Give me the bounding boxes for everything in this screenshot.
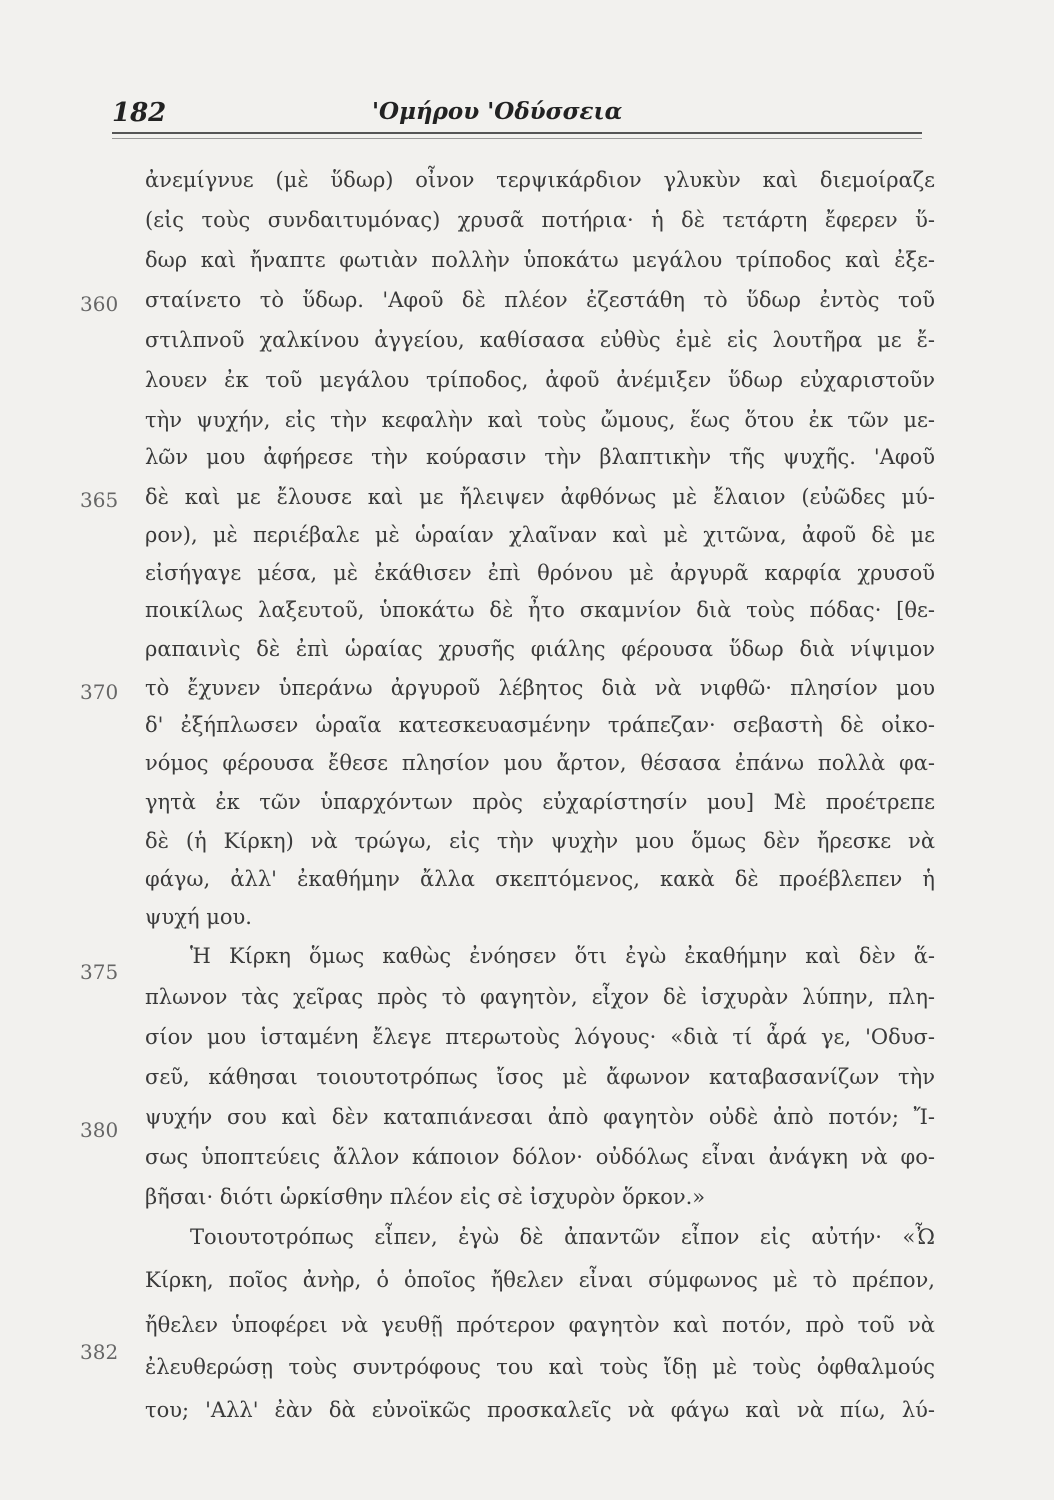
text-line: ἀνεμίγνυε (μὲ ὕδωρ) οἶνον τερψικάρδιον γλυκὺν καὶ διεμοίραζε (145, 168, 935, 192)
text-line: δωρ καὶ ἤναπτε φωτιὰν πολλὴν ὑποκάτω μεγάλου τρίποδος καὶ ἐξε- (145, 248, 935, 272)
verse-number: 370 (80, 680, 119, 704)
verse-number: 365 (80, 488, 119, 512)
header-rule-thin (112, 138, 922, 139)
text-line: λουεν ἐκ τοῦ μεγάλου τρίποδος, ἀφοῦ ἀνέμιξεν ὕδωρ εὐχαριστοῦν (145, 368, 935, 392)
text-line: δὲ καὶ με ἔλουσε καὶ με ἤλειψεν ἀφθόνως μὲ ἔλαιον (εὐῶδες μύ- (145, 485, 935, 509)
verse-number: 375 (80, 960, 119, 984)
text-line: σεῦ, κάθησαι τοιουτοτρόπως ἴσος μὲ ἄφωνον καταβασανίζων τὴν (145, 1065, 935, 1089)
text-line: τὴν ψυχήν, εἰς τὴν κεφαλὴν καὶ τοὺς ὤμους, ἕως ὅτου ἐκ τῶν με- (145, 408, 935, 432)
text-line: ψυχή μου. (145, 905, 252, 929)
text-line: ἤθελεν ὑποφέρει νὰ γευθῇ πρότερον φαγητὸν καὶ ποτόν, πρὸ τοῦ νὰ (145, 1313, 935, 1337)
text-line: δ' ἐξήπλωσεν ὡραῖα κατεσκευασμένην τράπεζαν· σεβαστὴ δὲ οἰκο- (145, 713, 935, 737)
page-number: 182 (112, 98, 167, 128)
verse-number: 360 (80, 292, 119, 316)
text-line: εἰσήγαγε μέσα, μὲ ἐκάθισεν ἐπὶ θρόνου μὲ ἀργυρᾶ καρφία χρυσοῦ (145, 561, 935, 585)
text-line: (εἰς τοὺς συνδαιτυμόνας) χρυσᾶ ποτήρια· ἡ δὲ τετάρτη ἔφερεν ὕ- (145, 208, 935, 232)
text-line: λῶν μου ἀφήρεσε τὴν κούρασιν τὴν βλαπτικὴν τῆς ψυχῆς. 'Αφοῦ (145, 445, 935, 469)
text-line: σταίνετο τὸ ὕδωρ. 'Αφοῦ δὲ πλέον ἐζεστάθη τὸ ὕδωρ ἐντὸς τοῦ (145, 288, 935, 312)
text-line: ραπαινὶς δὲ ἐπὶ ὡραίας χρυσῆς φιάλης φέρουσα ὕδωρ διὰ νίψιμον (145, 637, 935, 661)
text-line: ρον), μὲ περιέβαλε μὲ ὡραίαν χλαῖναν καὶ μὲ χιτῶνα, ἀφοῦ δὲ με (145, 523, 935, 547)
text-line: σίον μου ἱσταμένη ἔλεγε πτερωτοὺς λόγους· «διὰ τί ἆρά γε, 'Οδυσ- (145, 1025, 935, 1049)
text-line: βῆσαι· διότι ὡρκίσθην πλέον εἰς σὲ ἰσχυρὸν ὅρκον.» (145, 1185, 706, 1209)
text-line: γητὰ ἐκ τῶν ὑπαρχόντων πρὸς εὐχαρίστησίν μου] Μὲ προέτρεπε (145, 790, 935, 814)
text-line: ποικίλως λαξευτοῦ, ὑποκάτω δὲ ἦτο σκαμνίον διὰ τοὺς πόδας· [θε- (145, 598, 935, 622)
text-line: του; 'Αλλ' ἐὰν δὰ εὐνοϊκῶς προσκαλεῖς νὰ φάγω καὶ νὰ πίω, λύ- (145, 1398, 935, 1422)
text-line: ψυχήν σου καὶ δὲν καταπιάνεσαι ἀπὸ φαγητὸν οὐδὲ ἀπὸ ποτόν; Ἴ- (145, 1105, 935, 1129)
verse-number: 380 (80, 1118, 119, 1142)
text-line: ἐλευθερώσῃ τοὺς συντρόφους του καὶ τοὺς ἴδῃ μὲ τοὺς ὀφθαλμούς (145, 1355, 935, 1379)
text-line: σως ὑποπτεύεις ἄλλον κάποιον δόλον· οὐδόλως εἶναι ἀνάγκη νὰ φο- (145, 1145, 935, 1169)
text-line: πλωνον τὰς χεῖρας πρὸς τὸ φαγητὸν, εἶχον δὲ ἰσχυρὰν λύπην, πλη- (145, 985, 935, 1009)
header-rule (112, 132, 922, 134)
text-line: νόμος φέρουσα ἔθεσε πλησίον μου ἄρτον, θέσασα ἐπάνω πολλὰ φα- (145, 751, 935, 775)
text-line: στιλπνοῦ χαλκίνου ἀγγείου, καθίσασα εὐθὺς ἐμὲ εἰς λουτῆρα με ἔ- (145, 328, 935, 352)
running-title: 'Ομήρου 'Οδύσσεια (372, 98, 623, 125)
verse-number: 382 (80, 1340, 119, 1364)
text-line: Τοιουτοτρόπως εἶπεν, ἐγὼ δὲ ἀπαντῶν εἶπον εἰς αὐτήν· «Ὦ (190, 1225, 935, 1249)
text-line: Ἡ Κίρκη ὅμως καθὼς ἐνόησεν ὅτι ἐγὼ ἐκαθήμην καὶ δὲν ἅ- (190, 944, 935, 968)
text-line: φάγω, ἀλλ' ἐκαθήμην ἄλλα σκεπτόμενος, κακὰ δὲ προέβλεπεν ἡ (145, 867, 935, 891)
text-line: τὸ ἔχυνεν ὑπεράνω ἀργυροῦ λέβητος διὰ νὰ νιφθῶ· πλησίον μου (145, 676, 935, 700)
text-line: δὲ (ἡ Κίρκη) νὰ τρώγω, εἰς τὴν ψυχὴν μου ὅμως δὲν ἤρεσκε νὰ (145, 829, 935, 853)
text-line: Κίρκη, ποῖος ἀνὴρ, ὁ ὁποῖος ἤθελεν εἶναι σύμφωνος μὲ τὸ πρέπον, (145, 1268, 935, 1292)
